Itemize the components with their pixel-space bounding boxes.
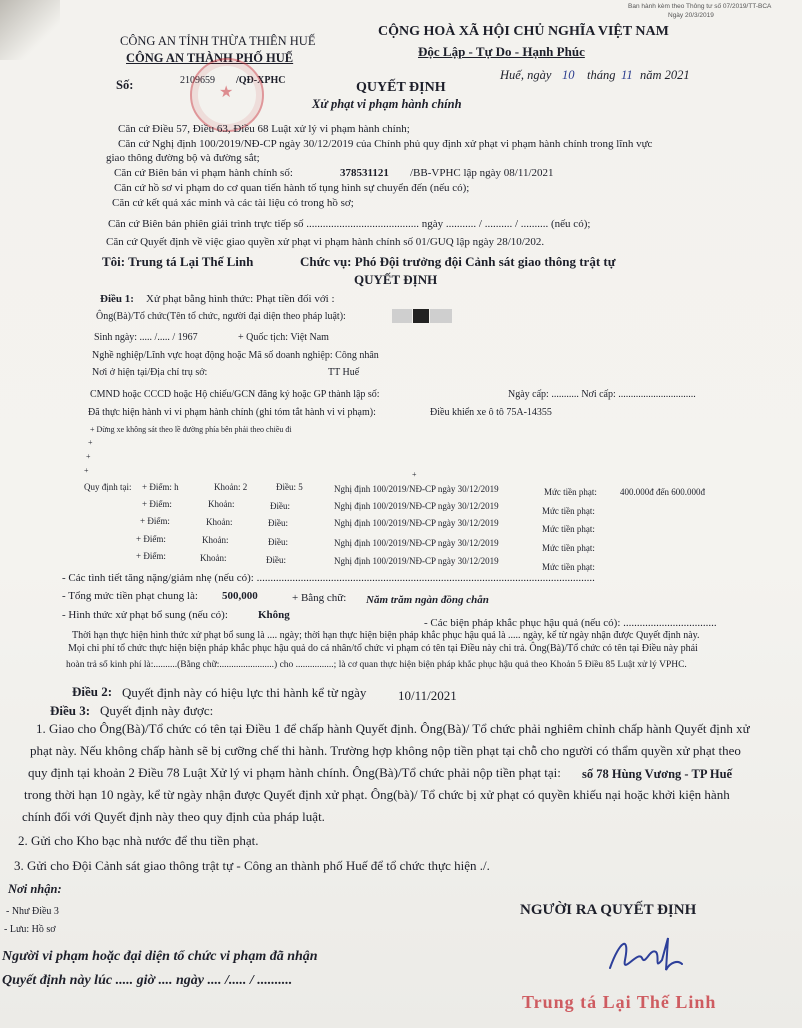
reg-clause: Khoản: [206,517,233,527]
reg-point: + Điểm: [140,516,170,526]
cost-paragraph-line-2: hoàn trả số kinh phí là:..........(Bằng chữ:.......................) cho ................; là cơ quan thực hiện biện pháp khắc phục hậu quả theo Khoản 5 Điều 85 Luật xử lý VPHC. [66,660,687,670]
document-subtitle: Xử phạt vi phạm hành chính [312,97,462,111]
officer-position: Chức vụ: Phó Đội trưởng đội Cảnh sát giao thông trật tự [300,254,616,269]
violation-label: Đã thực hiện hành vi vi phạm hành chính (ghi tóm tắt hành vi vi phạm): [88,407,376,418]
aggravating-factors: - Các tình tiết tăng nặng/giảm nhẹ (nếu có): ........................................................................................................................... [62,572,595,584]
sub-agency-name: CÔNG AN THÀNH PHỐ HUẾ [126,51,294,65]
redacted-name-part-1 [392,309,412,323]
reg-clause: Khoản: [200,553,227,563]
basis-line-4-rest: /BB-VPHC lập ngày 08/11/2021 [410,167,554,179]
date-month: 11 [621,68,633,82]
reg-article: Điều: [268,518,288,528]
reg-fine-label: Mức tiền phạt: [542,562,595,572]
reg-point: + Điểm: [136,551,166,561]
reg-fine-label: Mức tiền phạt: [542,543,595,553]
article-3-item-1-line-3: quy định tại khoản 2 Điều 78 Luật Xử lý vi phạm hành chính. Ông(Bà)/Tổ chức phải nộp tiền phạt tại: [28,765,561,780]
reg-clause: Khoản: [202,535,229,545]
top-note-line-2: Ngày 20/3/2019 [668,12,714,19]
reg-clause: Khoản: 2 [214,482,248,492]
reg-fine-label: Mức tiền phạt: [542,524,595,534]
so-label: Số: [116,78,134,92]
basis-line-8: Căn cứ Quyết định về việc giao quyền xử phạt vi phạm hành chính số 01/GUQ lập ngày 28/10/202. [106,236,545,248]
official-seal-icon [190,58,264,132]
person-label: Ông(Bà)/Tổ chức(Tên tổ chức, người đại diện theo pháp luật): [96,311,346,322]
recipient-1: - Như Điều 3 [6,906,59,917]
page-corner-shadow [0,0,60,60]
basis-line-1: Căn cứ Điều 57, Điều 63, Điều 68 Luật xử lý vi phạm hành chính; [118,123,410,135]
motto: Độc Lập - Tự Do - Hạnh Phúc [418,44,585,59]
payment-location: số 78 Hùng Vương - TP Huế [582,767,733,781]
additional-penalty-value: Không [258,609,290,621]
article-3-item-1-line-2: phạt này. Nếu không chấp hành sẽ bị cưỡng chế thi hành. Trường hợp không nộp tiền phạt tại chỗ cho người có thẩm quyền xử phạt theo [30,743,741,758]
reg-article: Điều: [270,501,290,511]
id-document-label: CMND hoặc CCCD hoặc Hộ chiếu/GCN đăng ký hoặc GP thành lập số: [90,389,380,400]
amount-words-label: + Bằng chữ: [292,592,347,604]
article-2-text: Quyết định này có hiệu lực thi hành kể từ ngày [122,685,367,700]
reg-point: + Điểm: [136,534,166,544]
reg-decree: Nghị định 100/2019/NĐ-CP ngày 30/12/2019 [334,518,499,528]
basis-line-5: Căn cứ hồ sơ vi phạm do cơ quan tiến hành tố tụng hình sự chuyển đến (nếu có); [114,182,470,194]
reg-decree: Nghị định 100/2019/NĐ-CP ngày 30/12/2019 [334,484,499,494]
signer-name: Trung tá Lại Thế Linh [522,992,717,1012]
article-3-item-1-line-5: chính đối với Quyết định này theo quy định của pháp luật. [22,809,325,824]
article-3-label: Điều 3: [50,703,91,718]
signer-title: NGƯỜI RA QUYẾT ĐỊNH [520,902,697,918]
document-title: QUYẾT ĐỊNH [356,80,446,95]
signature-icon [590,930,690,990]
nationality-field: + Quốc tịch: Việt Nam [238,332,329,343]
violation-bullet-1: + Dừng xe không sát theo lề đường phía bên phải theo chiều đi [90,425,292,434]
basis-line-3: giao thông đường bộ và đường sắt; [106,152,260,164]
basis-line-6: Căn cứ kết quả xác minh và các tài liệu có trong hồ sơ; [112,197,354,209]
article-3-item-1-line-1: 1. Giao cho Ông(Bà)/Tổ chức có tên tại Điều 1 để chấp hành Quyết định. Ông(Bà)/ Tổ chức phải nghiêm chỉnh chấp hành Quyết định xử [36,721,750,736]
address-value: TT Huế [328,367,360,378]
article-3-item-3: 3. Gửi cho Đội Cảnh sát giao thông trật tự - Công an thành phố Huế để tổ chức thực hiện ./. [14,858,490,873]
receipt-line-1: Người vi phạm hoặc đại diện tổ chức vi phạm đã nhận [2,949,318,964]
reg-point: + Điểm: [142,499,172,509]
reg-fine-label: Mức tiền phạt: [544,487,597,497]
recipients-heading: Nơi nhận: [8,882,62,896]
reg-decree: Nghị định 100/2019/NĐ-CP ngày 30/12/2019 [334,556,499,566]
date-month-label: tháng [587,68,616,82]
date-prefix: Huế, ngày [500,68,552,82]
total-fine-label: - Tổng mức tiền phạt chung là: [62,590,198,602]
dob-field: Sinh ngày: ..... /..... / 1967 [94,332,198,343]
reg-fine-value: 400.000đ đến 600.000đ [620,487,705,497]
redacted-name-part-2 [413,309,429,323]
date-year: năm 2021 [640,68,690,82]
cost-paragraph-line-1: Mọi chi phí tổ chức thực hiện biện pháp khắc phục hậu quả do cá nhân/tổ chức vi phạm có tên tại Điều này chi trả. Ông(Bà)/Tổ chức có tên tại Điều này phải [68,643,698,654]
reg-decree: Nghị định 100/2019/NĐ-CP ngày 30/12/2019 [334,501,499,511]
effective-date: 10/11/2021 [398,688,457,703]
reg-fine-label: Mức tiền phạt: [542,506,595,516]
recipient-2: - Lưu: Hồ sơ [4,924,56,935]
decision-number: 2109659 [180,75,215,86]
redacted-name-part-3 [430,309,452,323]
decision-number-suffix: /QĐ-XPHC [236,75,286,86]
date-day: 10 [562,68,575,82]
basis-line-4-label: Căn cứ Biên bản vi phạm hành chính số: [114,167,293,179]
receipt-line-2: Quyết định này lúc ..... giờ .... ngày .... /..... / .......... [2,973,293,988]
basis-line-2: Căn cứ Nghị định 100/2019/NĐ-CP ngày 30/12/2019 của Chính phủ quy định xử phạt vi phạm hành chính trong lĩnh vực [118,138,653,150]
amount-in-words: Năm trăm ngàn đồng chẵn [366,594,489,606]
article-2-label: Điều 2: [72,684,113,699]
decision-heading: QUYẾT ĐỊNH [354,272,438,287]
article-1-label: Điều 1: [100,293,134,305]
officer-name: Tôi: Trung tá Lại Thế Linh [102,254,254,269]
violation-bullet-3: + [86,452,91,461]
remedy-measures: - Các biện pháp khắc phục hậu quả (nếu có): .................................. [424,617,717,629]
reg-article: Điều: 5 [276,482,303,492]
regulation-label: Quy định tại: [84,482,132,492]
reg-point: + Điểm: h [142,482,179,492]
violation-bullet-4: + [84,466,89,475]
additional-penalty-label: - Hình thức xử phạt bổ sung (nếu có): [62,609,228,621]
address-label: Nơi ở hiện tại/Địa chỉ trụ sở: [92,367,208,378]
reg-clause: Khoản: [208,499,235,509]
article-3-item-1-line-4: trong thời hạn 10 ngày, kể từ ngày nhận được Quyết định xử phạt. Ông(bà)/ Tổ chức bị xử phạt có quyền khiếu nại hoặc khởi kiện hành [24,787,730,802]
agency-name: CÔNG AN TỈNH THỪA THIÊN HUẾ [120,34,316,48]
basis-line-7: Căn cứ Biên bản phiên giải trình trực tiếp số ......................................... ngày ........... / .......... / .......... (nếu có); [108,218,591,230]
article-3-item-2: 2. Gửi cho Kho bạc nhà nước để thu tiền phạt. [18,833,259,848]
top-note-line-1: Ban hành kèm theo Thông tư số 07/2019/TT-BCA [628,3,772,10]
reg-article: Điều: [268,537,288,547]
reg-article: Điều: [266,555,286,565]
article-1-intro: Xử phạt bằng hình thức: Phạt tiền đối với : [146,293,335,305]
article-3-text: Quyết định này được: [100,703,214,718]
country-name: CỘNG HOÀ XÃ HỘI CHỦ NGHĨA VIỆT NAM [378,24,669,39]
occupation-field: Nghề nghiệp/Lĩnh vực hoạt động hoặc Mã số doanh nghiệp: Công nhân [92,350,379,361]
violation-bullet-2: + [88,438,93,447]
reg-decree: Nghị định 100/2019/NĐ-CP ngày 30/12/2019 [334,538,499,548]
deadline-paragraph: Thời hạn thực hiện hình thức xử phạt bổ sung là .... ngày; thời hạn thực hiện biện pháp khắc phục hậu quả là ..... ngày, kể từ ngày nhận được Quyết định này. [72,630,700,641]
stray-plus-mark: + [412,470,417,479]
total-fine-value: 500,000 [222,590,258,602]
report-number: 378531121 [340,167,389,179]
violation-summary: Điều khiển xe ô tô 75A-14355 [430,407,552,418]
id-issue-field: Ngày cấp: ........... Nơi cấp: ............................... [508,389,696,400]
